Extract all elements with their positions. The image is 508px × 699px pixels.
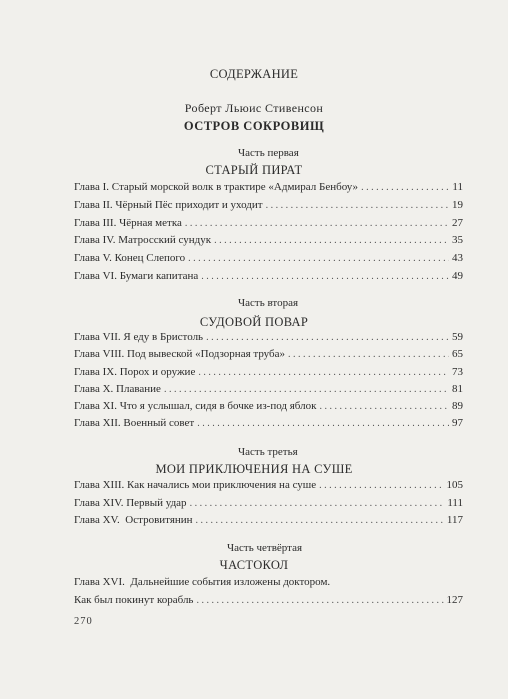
part-title: ЧАСТОКОЛ <box>219 558 289 572</box>
toc-entry[interactable] <box>74 478 463 492</box>
chapter-title: Глава III. Чёрная метка <box>74 217 182 229</box>
toc-entry[interactable] <box>74 251 463 265</box>
dot-leader <box>196 594 443 608</box>
toc-entry[interactable] <box>74 399 463 413</box>
toc-entry[interactable] <box>74 347 463 361</box>
chapter-title: Глава VII. Я еду в Бристоль <box>74 331 204 343</box>
toc-entry[interactable] <box>74 496 463 510</box>
chapter-title: Глава II. Чёрный Пёс приходит и уходит <box>74 199 263 211</box>
author-name: Роберт Льюис Стивенсон <box>184 101 324 115</box>
dot-leader <box>266 199 449 213</box>
toc-entry[interactable] <box>74 233 463 247</box>
chapter-title: Глава VIII. Под вывеской «Подзорная труба» <box>74 348 286 360</box>
chapter-title: Глава XIII. Как начались мои приключения на суше <box>74 479 317 491</box>
toc-entry[interactable] <box>74 180 463 194</box>
page-ref: 43 <box>452 252 463 264</box>
page-ref: 27 <box>452 217 463 229</box>
dot-leader <box>197 417 449 431</box>
part-title: МОИ ПРИКЛЮЧЕНИЯ НА СУШЕ <box>155 462 353 476</box>
dot-leader <box>206 331 449 345</box>
chapter-title: Глава VI. Бумаги капитана <box>74 270 199 282</box>
page-ref: 65 <box>452 348 463 360</box>
page-ref: 73 <box>452 366 463 378</box>
page-ref: 111 <box>447 497 463 509</box>
part-label: Часть четвёртая <box>227 542 303 554</box>
chapter-title: Глава XI. Что я услышал, сидя в бочке из-под яблок <box>74 400 317 412</box>
dot-leader <box>214 234 449 248</box>
toc-entry[interactable] <box>74 365 463 379</box>
dot-leader <box>188 252 449 266</box>
toc-entry[interactable] <box>74 593 463 607</box>
toc-entry[interactable] <box>74 330 463 344</box>
page-ref: 105 <box>446 479 463 491</box>
part-label: Часть вторая <box>238 297 299 309</box>
page-ref: 59 <box>452 331 463 343</box>
contents-heading: СОДЕРЖАНИЕ <box>209 67 299 81</box>
dot-leader <box>196 514 444 528</box>
dot-leader <box>201 270 449 284</box>
part-title: СУДОВОЙ ПОВАР <box>199 315 309 329</box>
dot-leader <box>190 497 445 511</box>
toc-entry[interactable] <box>74 216 463 230</box>
chapter-title: Глава IV. Матросский сундук <box>74 234 212 246</box>
chapter-title: Как был покинут корабль <box>74 594 194 606</box>
page-ref: 117 <box>446 514 463 526</box>
chapter-title: Глава XV. Островитянин <box>74 514 193 526</box>
toc-entry[interactable] <box>74 269 463 283</box>
chapter-title: Глава XII. Военный совет <box>74 417 195 429</box>
part-label: Часть первая <box>238 147 299 159</box>
dot-leader <box>361 181 449 195</box>
dot-leader <box>288 348 449 362</box>
book-title: ОСТРОВ СОКРОВИЩ <box>183 119 325 133</box>
page-ref: 89 <box>452 400 463 412</box>
dot-leader <box>319 400 449 414</box>
dot-leader <box>185 217 449 231</box>
page-ref: 81 <box>452 383 463 395</box>
toc-entry[interactable] <box>74 416 463 430</box>
page-ref: 11 <box>452 181 463 193</box>
page-ref: 127 <box>446 594 463 606</box>
part-title: СТАРЫЙ ПИРАТ <box>205 163 303 177</box>
dot-leader <box>198 366 449 380</box>
dot-leader <box>164 383 449 397</box>
dot-leader <box>319 479 443 493</box>
chapter-title: Глава IX. Порох и оружие <box>74 366 196 378</box>
page-ref: 19 <box>452 199 463 211</box>
part-label: Часть третья <box>238 446 298 458</box>
chapter-title: Глава V. Конец Слепого <box>74 252 186 264</box>
toc-entry[interactable] <box>74 382 463 396</box>
chapter-title: Глава X. Плавание <box>74 383 161 395</box>
page-ref: 49 <box>452 270 463 282</box>
chapter-title: Глава XIV. Первый удар <box>74 497 187 509</box>
chapter-title: Глава I. Старый морской волк в трактире «Адмирал Бенбоу» <box>74 181 359 193</box>
chapter-heading: Глава XVI. Дальнейшие события изложены доктором. <box>74 576 331 588</box>
page-ref: 97 <box>452 417 463 429</box>
toc-entry[interactable] <box>74 198 463 212</box>
page-ref: 35 <box>452 234 463 246</box>
page-number: 270 <box>74 616 93 627</box>
toc-entry[interactable] <box>74 513 463 527</box>
